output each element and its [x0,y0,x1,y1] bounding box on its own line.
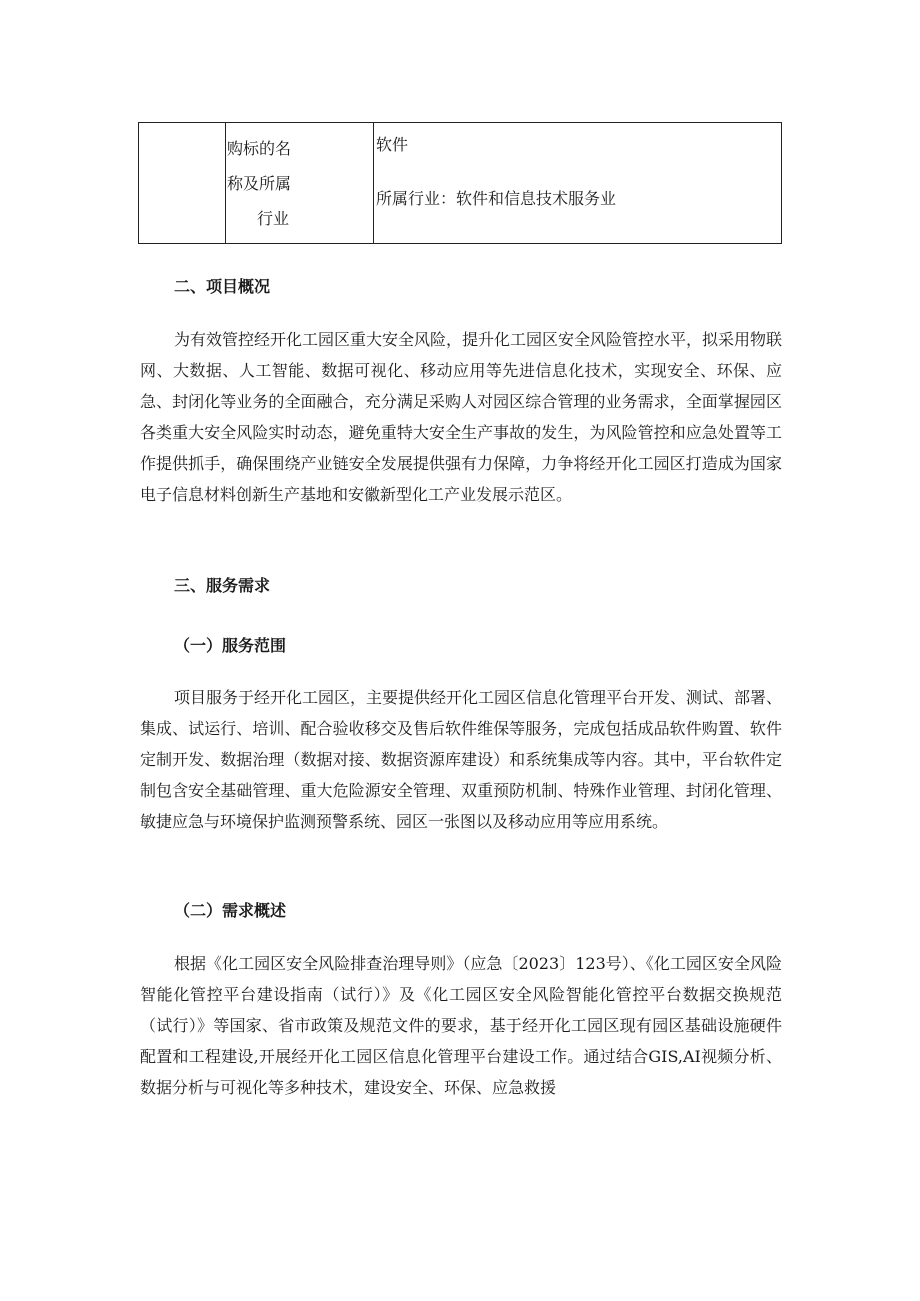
section-heading: 三、服务需求 [174,576,271,595]
subsection-heading: （一）服务范围 [174,636,287,655]
label-line: 称及所属 [227,174,292,193]
table-label-cell [226,123,374,244]
paragraph: 根据《化工园区安全风险排查治理导则》（应急〔2023〕123号）、《化工园区安全风险智能化管控平台建设指南（试行）》及《化工园区安全风险智能化管控平台数据交换规范（试行）》等国家、省市政策及规范文件的要求，基于经开化工园区现有园区基础设施硬件配置和工程建设,开展经开化工园区信息化管理平台建设工作。通过结合GIS,AI视频分析、数据分析与可视化等多种技术，建设安全、环保、应急救援 [140,954,782,1097]
paragraph: 为有效管控经开化工园区重大安全风险，提升化工园区安全风险管控水平，拟采用物联网、大数据、人工智能、数据可视化、移动应用等先进信息化技术，实现安全、环保、应急、封闭化等业务的全面融合，充分满足采购人对园区综合管理的业务需求，全面掌握园区各类重大安全风险实时动态，避免重特大安全生产事故的发生，为风险管控和应急处置等工作提供抓手，确保围绕产业链安全发展提供强有力保障，力争将经开化工园区打造成为国家电子信息材料创新生产基地和安徽新型化工产业发展示范区。 [140,330,783,504]
subsection-heading: （二）需求概述 [174,901,287,920]
value-industry: 所属行业：软件和信息技术服务业 [376,189,617,208]
label-line: 购标的名 [227,139,292,158]
table-row [139,123,782,244]
paragraph: 项目服务于经开化工园区，主要提供经开化工园区信息化管理平台开发、测试、部署、集成、试运行、培训、配合验收移交及售后软件维保等服务，完成包括成品软件购置、软件定制开发、数据治理（数据对接、数据资源库建设）和系统集成等内容。其中，平台软件定制包含安全基础管理、重大危险源安全管理、双重预防机制、特殊作业管理、封闭化管理、敏捷应急与环境保护监测预警系统、园区一张图以及移动应用等应用系统。 [140,688,783,831]
procurement-info-table [138,122,782,244]
value-name: 软件 [376,135,409,154]
section-heading: 二、项目概况 [174,277,271,296]
label-line: 行业 [257,209,290,228]
table-empty-cell [139,123,226,244]
table-value-cell [374,123,782,244]
